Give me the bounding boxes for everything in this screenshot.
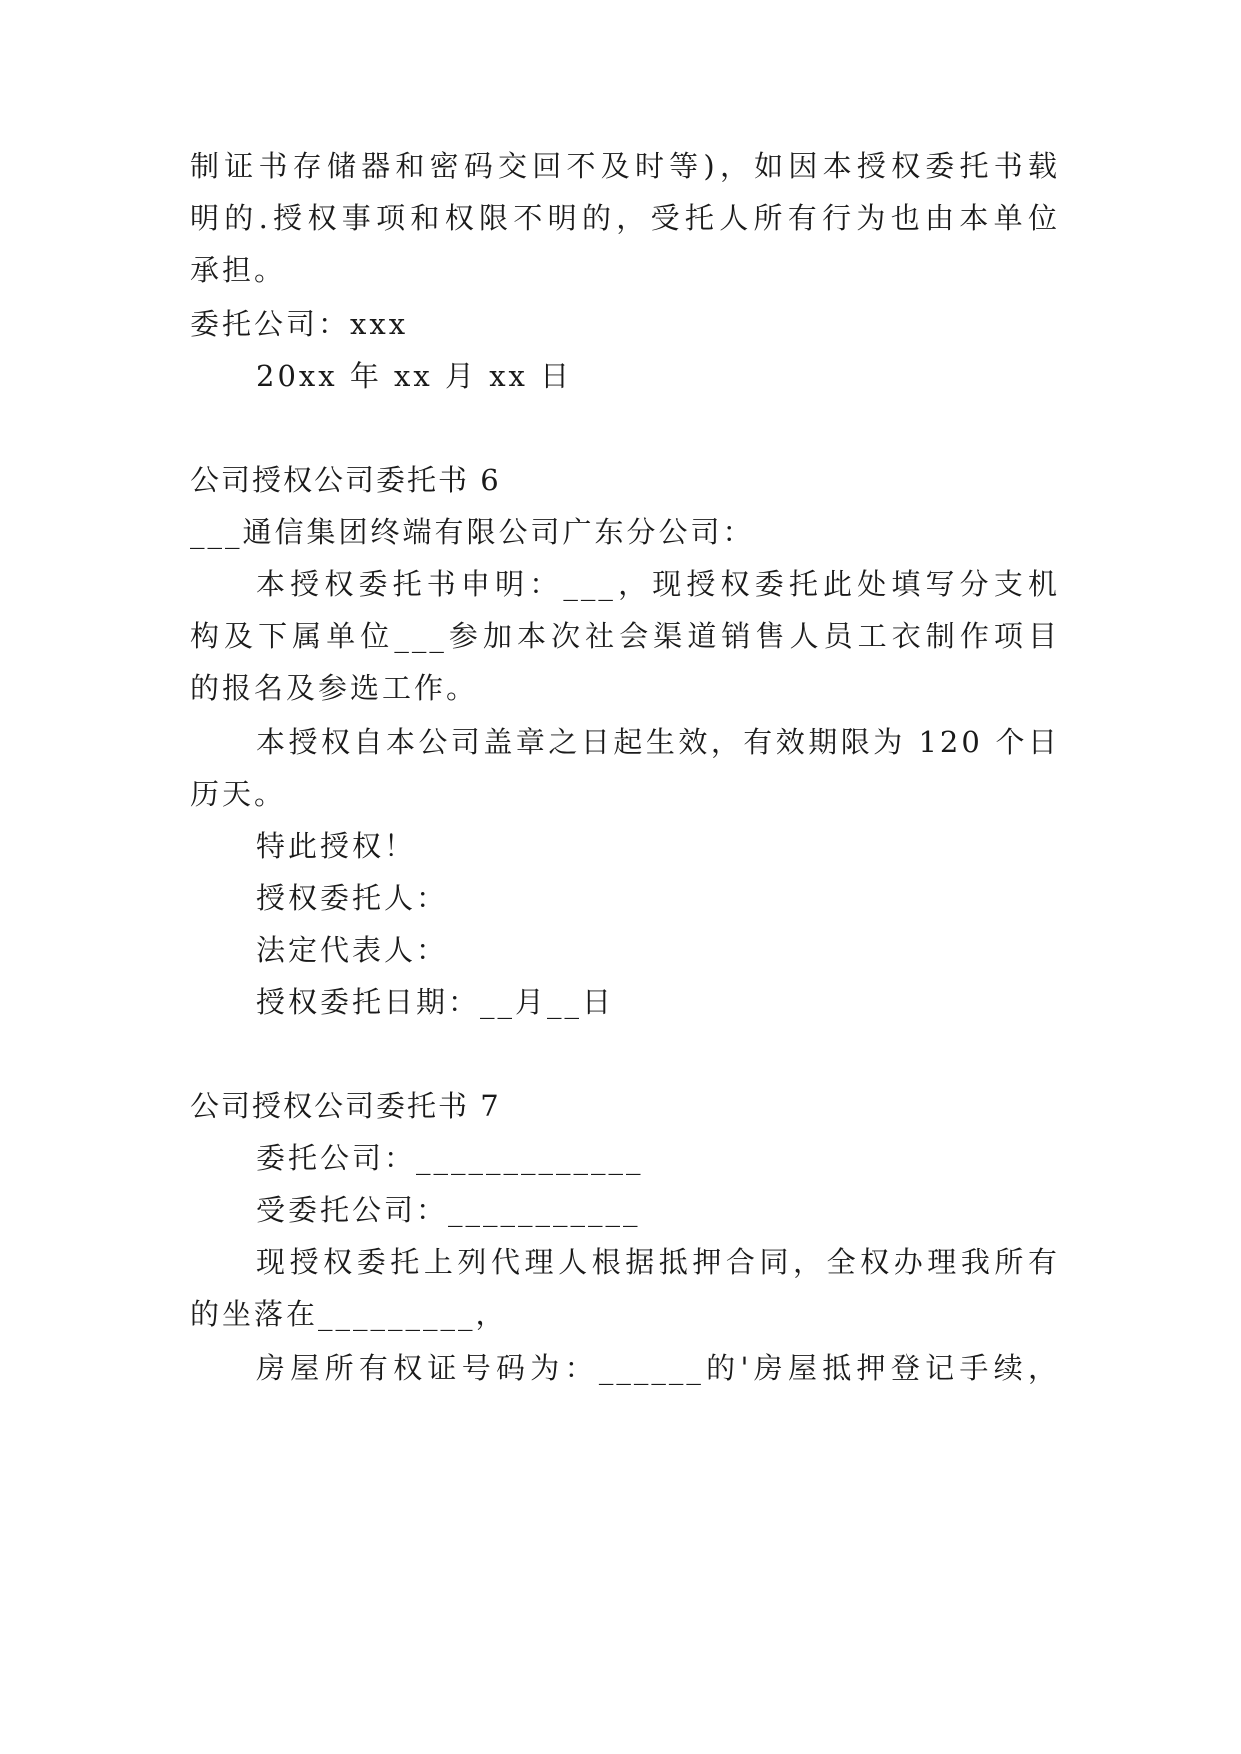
section-title: 公司授权公司委托书 6 [190, 463, 501, 497]
text-line: 制证书存储器和密码交回不及时等)，如因本授权委托书载 [190, 149, 1060, 183]
entrusting-company-line: 委托公司：xxx [190, 307, 409, 341]
legal-representative-line: 法定代表人： [256, 933, 449, 967]
text-line: 现授权委托上列代理人根据抵押合同，全权办理我所有 [256, 1245, 1060, 1279]
section-title: 公司授权公司委托书 7 [190, 1089, 501, 1123]
entrusted-company-line: 受委托公司：___________ [256, 1193, 641, 1227]
entrusting-company-line: 委托公司：_____________ [256, 1141, 644, 1175]
authorization-date-line: 授权委托日期：__月__日 [256, 985, 615, 1019]
text-line: 本授权自本公司盖章之日起生效，有效期限为 120 个日 [256, 725, 1060, 759]
text-line: 房屋所有权证号码为：______的'房屋抵押登记手续， [256, 1351, 1060, 1385]
text-line: 明的.授权事项和权限不明的，受托人所有行为也由本单位 [190, 201, 1060, 235]
text-line: 的坐落在_________， [190, 1297, 508, 1331]
text-line: 历天。 [190, 777, 287, 811]
text-line: 本授权委托书申明：___，现授权委托此处填写分支机 [256, 567, 1060, 601]
authorizer-line: 授权委托人： [256, 881, 449, 915]
date-line: 20xx 年 xx 月 xx 日 [256, 359, 573, 393]
special-authorization-line: 特此授权！ [256, 829, 417, 863]
text-line: 承担。 [190, 253, 287, 287]
addressee-line: ___通信集团终端有限公司广东分公司： [190, 515, 755, 549]
text-line: 构及下属单位___参加本次社会渠道销售人员工衣制作项目 [190, 619, 1060, 653]
text-line: 的报名及参选工作。 [190, 671, 479, 705]
